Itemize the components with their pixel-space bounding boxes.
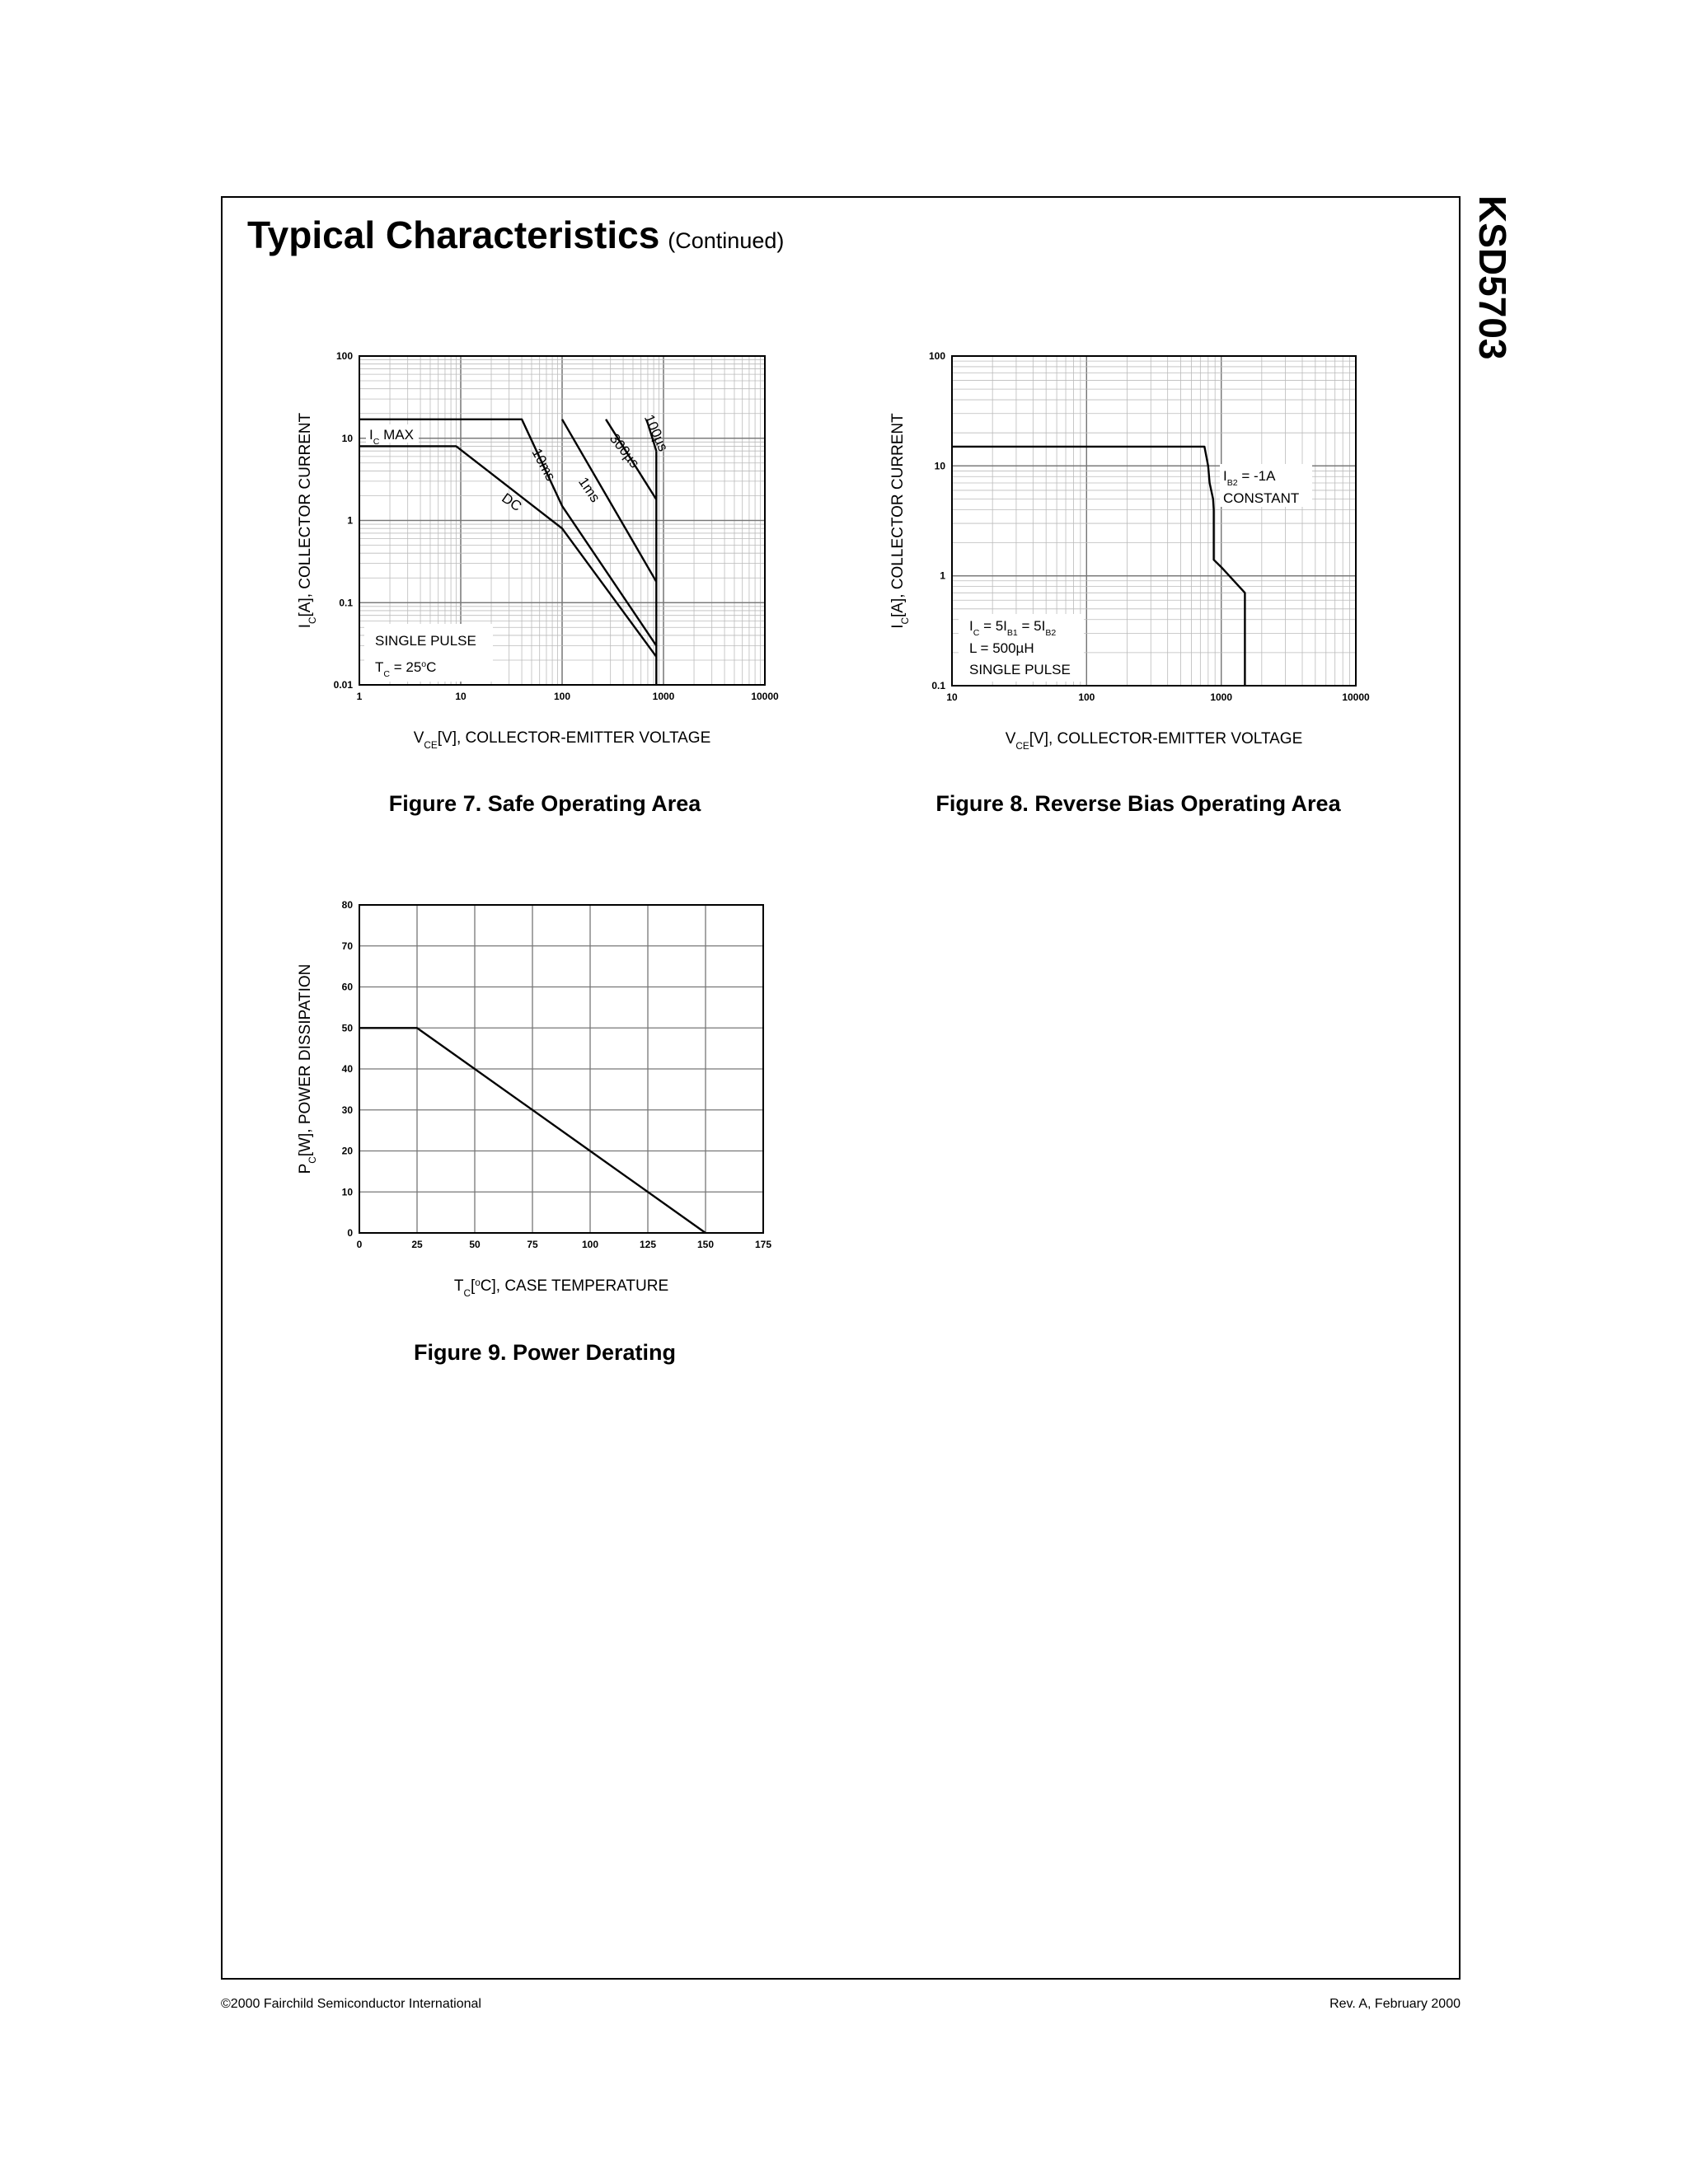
fig8-pulse-label: SINGLE PULSE <box>969 662 1071 677</box>
fig8-xtick-label: 100 <box>1078 691 1095 703</box>
fig7-series-label: 100µs <box>640 412 672 454</box>
fig9-y-axis-label: $P_C[W]$, POWER DISSIPATION <box>297 963 318 1174</box>
fig7-series-label: 300µs <box>606 430 643 471</box>
fig7-xtick-label: 1 <box>356 691 363 702</box>
fig8-xtick-label: 1000 <box>1210 691 1233 703</box>
title-suffix: (Continued) <box>668 228 785 253</box>
fig8-cond2-label: L = 500µH <box>969 640 1034 656</box>
fig9-ytick-label: 50 <box>341 1022 353 1034</box>
fig9-xtick-label: 75 <box>527 1239 538 1250</box>
fig7-ytick-label: 10 <box>341 432 353 444</box>
footer-revision: Rev. A, February 2000 <box>1329 1997 1461 2011</box>
fig7-xtick-label: 10000 <box>751 691 779 702</box>
fig7-icmax-label: $I_C$ MAX <box>369 427 414 447</box>
fig9-ytick-label: 80 <box>341 899 353 911</box>
fig7-pulse-label: SINGLE PULSE <box>375 633 476 649</box>
fig8-cond1-label: $I_C = 5I_{B1} = 5I_{B2}$ <box>969 618 1057 638</box>
fig9-xtick-label: 125 <box>639 1239 657 1250</box>
fig8-xtick-label: 10 <box>946 691 958 703</box>
fig9-ytick-label: 0 <box>347 1227 353 1239</box>
fig7-ytick-label: 0.01 <box>333 679 353 691</box>
fig7-ytick-label: 0.1 <box>339 597 353 609</box>
fig8-ytick-label: 100 <box>928 350 945 362</box>
fig9-ytick-label: 70 <box>341 940 353 952</box>
fig8-chart <box>889 350 1370 752</box>
fig9-xtick-label: 150 <box>696 1239 715 1250</box>
fig8-ib2-label: $I_{B2} = -1A$ <box>1223 468 1276 488</box>
fig9-ytick-label: 20 <box>341 1145 353 1157</box>
fig9-chart <box>297 899 771 1299</box>
fig9-xtick-label: 0 <box>356 1239 363 1250</box>
fig9-xtick-label: 100 <box>581 1239 599 1250</box>
fig7-series-label: 1ms <box>575 474 603 505</box>
title-text: Typical Characteristics <box>247 213 660 256</box>
footer-copyright: ©2000 Fairchild Semiconductor International <box>221 1997 481 2011</box>
fig7-y-axis-label: $I_C[A]$, COLLECTOR CURRENT <box>297 412 318 629</box>
fig9-ytick-label: 40 <box>341 1063 353 1075</box>
fig9-xtick-label: 25 <box>411 1239 423 1250</box>
fig9-ytick-label: 10 <box>341 1186 353 1198</box>
fig7-series-label: DC <box>499 490 525 515</box>
part-number: KSD5703 <box>1471 195 1514 360</box>
fig9-ytick-label: 60 <box>341 981 353 993</box>
fig8-x-axis-label: $V_{CE}[V]$, COLLECTOR-EMITTER VOLTAGE <box>1005 730 1303 752</box>
fig7-xtick-label: 100 <box>553 691 571 702</box>
fig8-constant-label: CONSTANT <box>1223 490 1300 506</box>
fig8-y-axis-label: $I_C[A]$, COLLECTOR CURRENT <box>889 413 911 629</box>
fig7-series-line-10ms <box>359 419 656 646</box>
fig8-ytick-label: 1 <box>940 569 945 582</box>
fig9-xtick-label: 50 <box>469 1239 481 1250</box>
fig8-xtick-label: 10000 <box>1342 691 1370 703</box>
fig7-chart <box>297 350 779 751</box>
fig7-xtick-label: 10 <box>455 691 467 702</box>
fig9-xtick-label: 175 <box>754 1239 772 1250</box>
fig7-ytick-label: 100 <box>335 350 353 362</box>
fig7-series-label: 10ms <box>528 445 559 484</box>
fig9-grid <box>359 905 763 1233</box>
fig7-xtick-label: 1000 <box>652 691 675 702</box>
fig7-ytick-label: 1 <box>347 514 353 527</box>
fig7-temp-label: $T_C = 25^oC$ <box>375 659 437 679</box>
fig7-x-axis-label: $V_{CE}[V]$, COLLECTOR-EMITTER VOLTAGE <box>413 729 711 751</box>
fig9-ytick-label: 30 <box>341 1104 353 1116</box>
fig8-ytick-label: 0.1 <box>931 680 945 691</box>
fig9-x-axis-label: $T_C[^oC]$, CASE TEMPERATURE <box>453 1277 669 1299</box>
fig7-caption: Figure 7. Safe Operating Area <box>388 791 701 816</box>
fig8-caption: Figure 8. Reverse Bias Operating Area <box>935 791 1341 816</box>
fig9-caption: Figure 9. Power Derating <box>413 1340 677 1365</box>
fig8-ytick-label: 10 <box>934 460 945 472</box>
